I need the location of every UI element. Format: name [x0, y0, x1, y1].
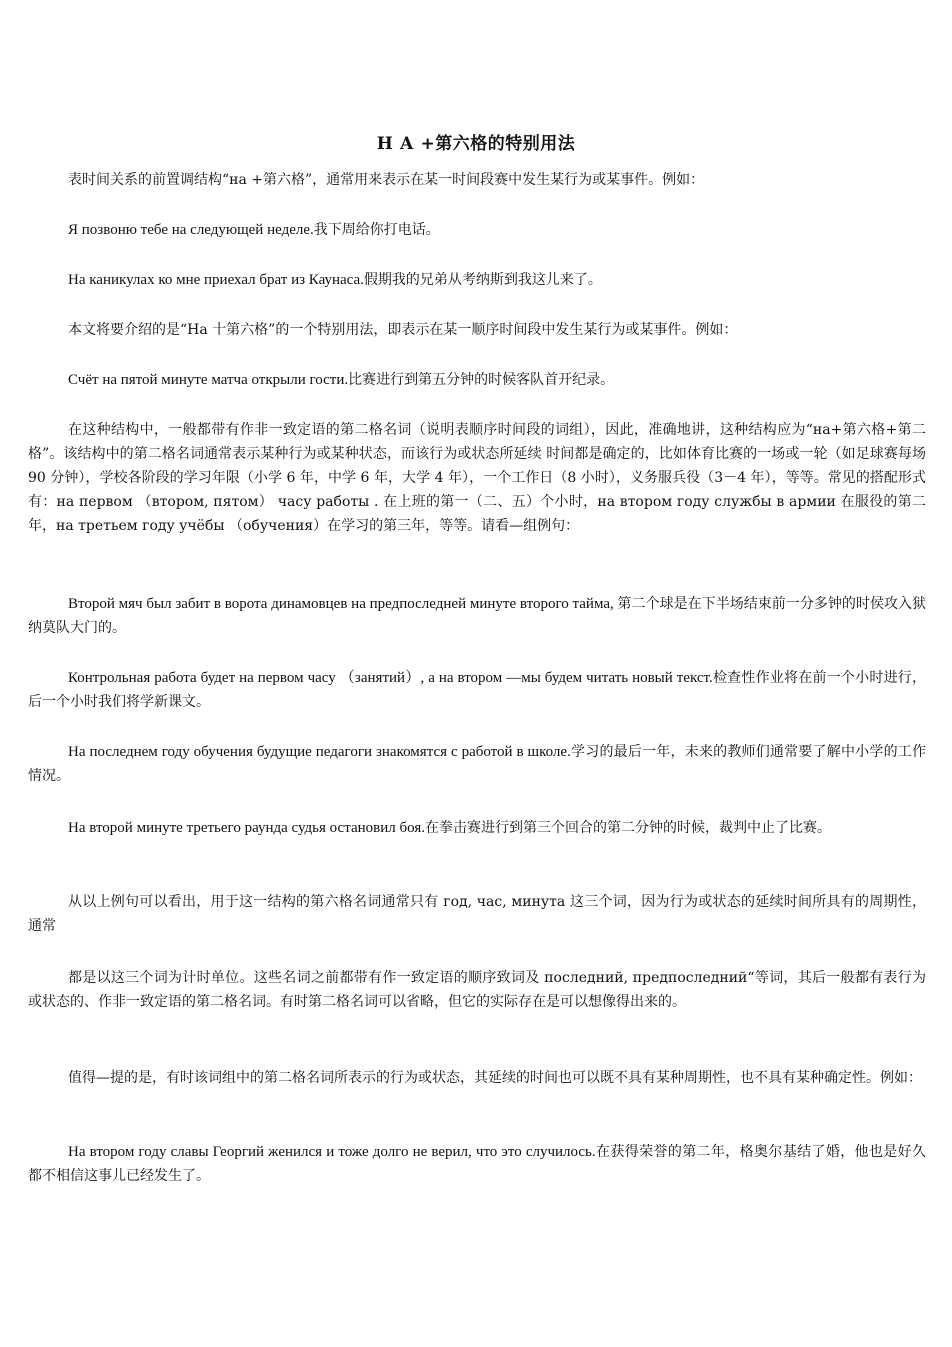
- document-title: Н А +第六格的特别用法: [376, 134, 576, 154]
- example-sentence: [28, 368, 926, 392]
- paragraph-conclusion: [28, 890, 926, 938]
- chinese-translation: 比赛进行到第五分钟的时候客队首开纪录。: [348, 372, 615, 388]
- russian-sentence: На каникулах ко мне приехал брат из Каунаса.: [68, 272, 364, 288]
- example-sentence: [28, 740, 926, 788]
- paragraph-text: 本文将要介绍的是“На 十第六格”的一个特别用法，即表示在某一顺序时间段中发生某行为或某事件。例如：: [68, 322, 738, 338]
- chinese-translation: 我下周给你打电话。: [313, 222, 440, 238]
- example-sentence: [28, 592, 926, 640]
- paragraph-note: [28, 1066, 926, 1090]
- paragraph-intro: [28, 168, 926, 192]
- russian-sentence: На втором году славы Георгий женился и тоже долго не верил, что это случилось.: [68, 1144, 596, 1160]
- chinese-translation: 假期我的兄弟从考纳斯到我这儿来了。: [363, 272, 602, 288]
- example-sentence: [28, 666, 926, 714]
- paragraph-text: 表时间关系的前置调结构“на +第六格”，通常用来表示在某一时间段赛中发生某行为或某事件。例如：: [68, 172, 705, 188]
- paragraph-text: 在这种结构中，一般都带有作非一致定语的第二格名词（说明表顺序时间段的词组），因此，准确地讲，这种结构应为“на+第六格+第二格”。该结构中的第二格名词通常表示某种行为或某种状态，而该行为或状态所延续 时间都是确定的，比如体育比赛的一场或一轮（如足球赛每场 90 分钟），学校各阶段的学习年限（小学 6 年，中学 6 年，大学 4 年），一个工作日（8 小时），义务服兵役（3－4 年），等等。常见的搭配形式有：на первом （втором, пятом） часу работы . 在上班的第一（二、五）个小时，на втором году службы в армии 在服役的第二年，на третьем году учёбы （обучения）在学习的第三年，等等。请看—组例句：: [28, 422, 926, 534]
- chinese-translation: 学习的最后一年，未来的教师们通常要了解中小学的工作情况。: [28, 744, 927, 784]
- russian-sentence: Я позвоню тебе на следующей неделе.: [68, 222, 314, 238]
- chinese-translation: 在获得荣誉的第二年，格奥尔基结了婚，他也是好久都不相信这事儿已经发生了。: [28, 1144, 927, 1184]
- chinese-translation: 第二个球是在下半场结束前一分多钟的时侯攻入狱纳莫队大门的。: [28, 596, 927, 636]
- russian-sentence: На последнем году обучения будущие педагоги знакомятся с работой в школе.: [68, 744, 571, 760]
- chinese-translation: 检查性作业将在前一个小时进行，后一个小时我们将学新课文。: [28, 670, 927, 710]
- chinese-translation: 在拳击赛进行到第三个回合的第二分钟的时候，裁判中止了比赛。: [424, 820, 831, 836]
- paragraph-conclusion-continued: [28, 966, 926, 1014]
- paragraph-usage: [28, 318, 926, 342]
- russian-sentence: Счёт на пятой минуте матча открыли гости.: [68, 372, 349, 388]
- paragraph-text: 从以上例句可以看出，用于这一结构的第六格名词通常只有 год, час, минута 这三个词，因为行为或状态的延续时间所具有的周期性，通常: [28, 894, 926, 934]
- russian-sentence: Второй мяч был забит в ворота динамовцев на предпоследней минуте второго тайма,: [68, 596, 618, 612]
- russian-sentence: На второй минуте третьего раунда судья остановил боя.: [68, 820, 425, 836]
- example-sentence: [28, 218, 926, 242]
- example-sentence: [28, 268, 926, 292]
- paragraph-text: 值得—提的是，有时该词组中的第二格名词所表示的行为或状态，其延续的时间也可以既不具有某种周期性，也不具有某种确定性。例如：: [68, 1070, 922, 1086]
- russian-sentence: Контрольная работа будет на первом часу （занятий）, а на втором —мы будем читать новый текст.: [68, 670, 713, 686]
- example-sentence: [28, 816, 926, 840]
- paragraph-structure: [28, 418, 926, 538]
- paragraph-text: 都是以这三个词为计时单位。这些名词之前都带有作一致定语的顺序致词及 последний, предпоследний“等词，其后一般都有表行为或状态的、作非一致定语的第二格名词。有时第二格名词可以省略，但它的实际存在是可以想像得出来的。: [28, 970, 926, 1010]
- example-sentence: [28, 1140, 926, 1188]
